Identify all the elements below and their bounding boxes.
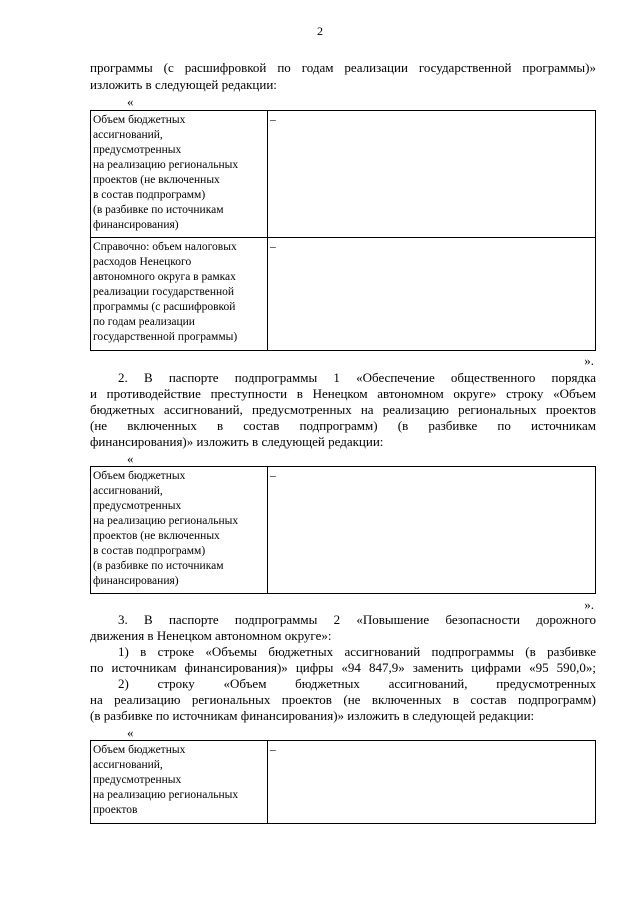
table-1-row-2-label: Справочно: объем налоговых расходов Ненецкого автономного округа в рамках реализации государственной программы (с расшифровкой по годам реализации государственной программы) <box>91 238 268 351</box>
table-row <box>91 741 596 824</box>
table-1-row-1-label: Объем бюджетных ассигнований, предусмотренных на реализацию региональных проектов (не включенных в состав подпрограмм) (в разбивке по источникам финансирования) <box>91 111 268 238</box>
item-2-line-3: бюджетных ассигнований, предусмотренных на реализацию региональных проектов <box>90 402 596 417</box>
item-3-sub-2-line-3: (в разбивке по источникам финансирования)» изложить в следующей редакции: <box>90 708 535 723</box>
table-row <box>91 111 596 238</box>
open-quote: « <box>127 725 134 740</box>
item-2-line-5: финансирования)» изложить в следующей редакции: <box>90 434 384 449</box>
item-2-line-1: 2. В паспорте подпрограммы 1 «Обеспечение общественного порядка <box>118 370 596 385</box>
item-3-line-1: 3. В паспорте подпрограммы 2 «Повышение безопасности дорожного <box>118 612 596 627</box>
intro-line-1: программы (с расшифровкой по годам реализации государственной программы)» <box>90 60 596 75</box>
open-quote: « <box>127 94 134 109</box>
table-row <box>91 467 596 594</box>
item-3-sub-1-line-1: 1) в строке «Объемы бюджетных ассигнований подпрограммы (в разбивке <box>118 644 596 659</box>
page-number: 2 <box>317 24 323 38</box>
item-2-line-2: и противодействие преступности в Ненецком автономном округе» строку «Объем <box>90 386 596 401</box>
item-3-line-2: движения в Ненецком автономном округе»: <box>90 628 332 643</box>
item-2-line-4: (не включенных в состав подпрограмм) (в разбивке по источникам <box>90 418 596 433</box>
item-3-sub-2-line-1: 2) строку «Объем бюджетных ассигнований, предусмотренных <box>118 676 596 691</box>
table-2-row-1-label: Объем бюджетных ассигнований, предусмотренных на реализацию региональных проектов (не включенных в состав подпрограмм) (в разбивке по источникам финансирования) <box>91 467 268 594</box>
item-3-sub-2-line-2: на реализацию региональных проектов (не включенных в состав подпрограмм) <box>90 692 596 707</box>
table-3-row-1-label: Объем бюджетных ассигнований, предусмотренных на реализацию региональных проектов <box>91 741 268 824</box>
table-3-row-1-value: – <box>268 741 596 824</box>
open-quote: « <box>127 451 134 466</box>
close-quote: ». <box>584 353 594 368</box>
table-3 <box>90 740 596 824</box>
table-1-row-1-value: – <box>268 111 596 238</box>
table-1 <box>90 110 596 351</box>
intro-line-2: изложить в следующей редакции: <box>90 77 277 92</box>
close-quote: ». <box>584 597 594 612</box>
table-2 <box>90 466 596 594</box>
table-row <box>91 238 596 351</box>
table-2-row-1-value: – <box>268 467 596 594</box>
table-1-row-2-value: – <box>268 238 596 351</box>
item-3-sub-1-line-2: по источникам финансирования)» цифры «94 847,9» заменить цифрами «95 590,0»; <box>90 660 596 675</box>
